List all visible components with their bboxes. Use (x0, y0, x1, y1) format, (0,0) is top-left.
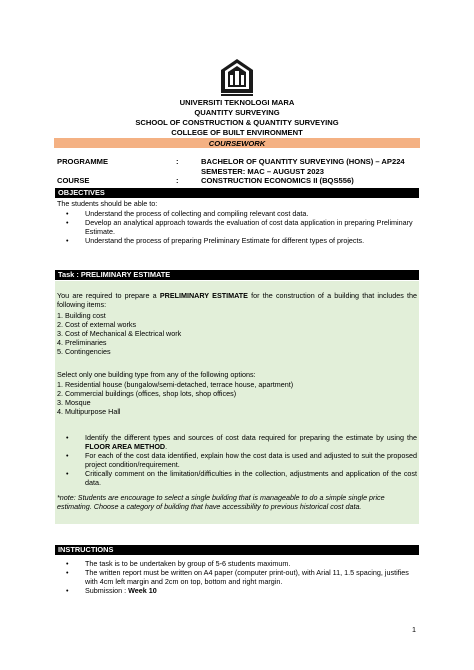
task-intro-text-end: for the construction of a building that includes the following items: (57, 291, 417, 309)
task-bullet: • Critically comment on the limitation/difficulties in the collection, adjustments and application of the cost data. (57, 469, 417, 487)
submission-value: Week 10 (128, 586, 157, 595)
course-label: COURSE (57, 176, 90, 185)
task-bullet-text-end: . (165, 442, 168, 451)
instructions-list (57, 559, 417, 595)
objective-item: • Develop an analytical approach towards the evaluation of cost data application in preparing Preliminary Estimate. (57, 218, 419, 236)
programme-value: BACHELOR OF QUANTITY SURVEYING (HONS) – AP224 (201, 157, 405, 166)
cost-item: 1. Building cost (57, 311, 106, 320)
task-intro (57, 291, 417, 309)
task-bullet (57, 433, 417, 451)
objective-item: • Understand the process of preparing Preliminary Estimate for different types of projects. (57, 236, 419, 245)
cost-item: 5. Contingencies (57, 347, 111, 356)
uitm-logo (218, 57, 256, 97)
building-option: 1. Residential house (bungalow/semi-detached, terrace house, apartment) (57, 380, 294, 389)
instructions-heading: INSTRUCTIONS (55, 545, 419, 555)
school-name: SCHOOL OF CONSTRUCTION & QUANTITY SURVEYING (135, 118, 339, 127)
doc-type-label: COURSEWORK (208, 139, 266, 148)
course-colon: : (176, 176, 179, 185)
university-name: UNIVERSITI TEKNOLOGI MARA (179, 98, 295, 107)
semester-value: SEMESTER: MAC – AUGUST 2023 (201, 167, 324, 176)
select-intro: Select only one building type from any of the following options: (57, 370, 256, 379)
task-intro-bold: PRELIMINARY ESTIMATE (159, 291, 248, 300)
department-name: QUANTITY SURVEYING (194, 108, 280, 117)
instruction-item (57, 586, 417, 595)
programme-colon: : (176, 157, 179, 166)
objective-item: • Understand the process of collecting and compiling relevant cost data. (57, 209, 419, 218)
cost-item: 4. Preliminaries (57, 338, 107, 347)
task-bullet-text: Identify the different types and sources of cost data required for preparing the estimate by using the (85, 433, 417, 442)
college-name: COLLEGE OF BUILT ENVIRONMENT (171, 128, 303, 137)
course-value: CONSTRUCTION ECONOMICS II (BQS556) (201, 176, 354, 185)
cost-item: 3. Cost of Mechanical & Electrical work (57, 329, 182, 338)
task-bullet: • For each of the cost data identified, explain how the cost data is used and adjusted to suit the proposed project condition/requirement. (57, 451, 417, 469)
task-heading: Task : PRELIMINARY ESTIMATE (55, 270, 419, 280)
building-option: 2. Commercial buildings (offices, shop lots, shop offices) (57, 389, 237, 398)
submission-label: Submission : (85, 586, 129, 595)
instruction-item: • The task is to be undertaken by group of 5-6 students maximum. (57, 559, 417, 568)
cost-items-list (57, 311, 417, 356)
task-bullets (57, 433, 417, 487)
task-bullet-bold: FLOOR AREA METHOD (85, 442, 166, 451)
building-options-list (57, 380, 417, 416)
instruction-item: • The written report must be written on A4 paper (computer print-out), with Arial 11, 1.5 spacing, justifies with 4cm left margin and 2cm on top, bottom and right margin. (57, 568, 417, 586)
objectives-list (57, 209, 419, 245)
programme-label: PROGRAMME (57, 157, 109, 166)
objectives-heading: OBJECTIVES (55, 188, 419, 198)
building-option: 4. Multipurpose Hall (57, 407, 121, 416)
objectives-intro: The students should be able to: (57, 199, 158, 208)
page-number: 1 (412, 625, 416, 634)
task-intro-text: You are required to prepare a (57, 291, 160, 300)
task-note: *note: Students are encourage to select a single building that is manageable to do a simple single price estimating. Choose a category of building that have accessibility to previous historical cost data. (57, 493, 385, 511)
building-option: 3. Mosque (57, 398, 91, 407)
cost-item: 2. Cost of external works (57, 320, 137, 329)
